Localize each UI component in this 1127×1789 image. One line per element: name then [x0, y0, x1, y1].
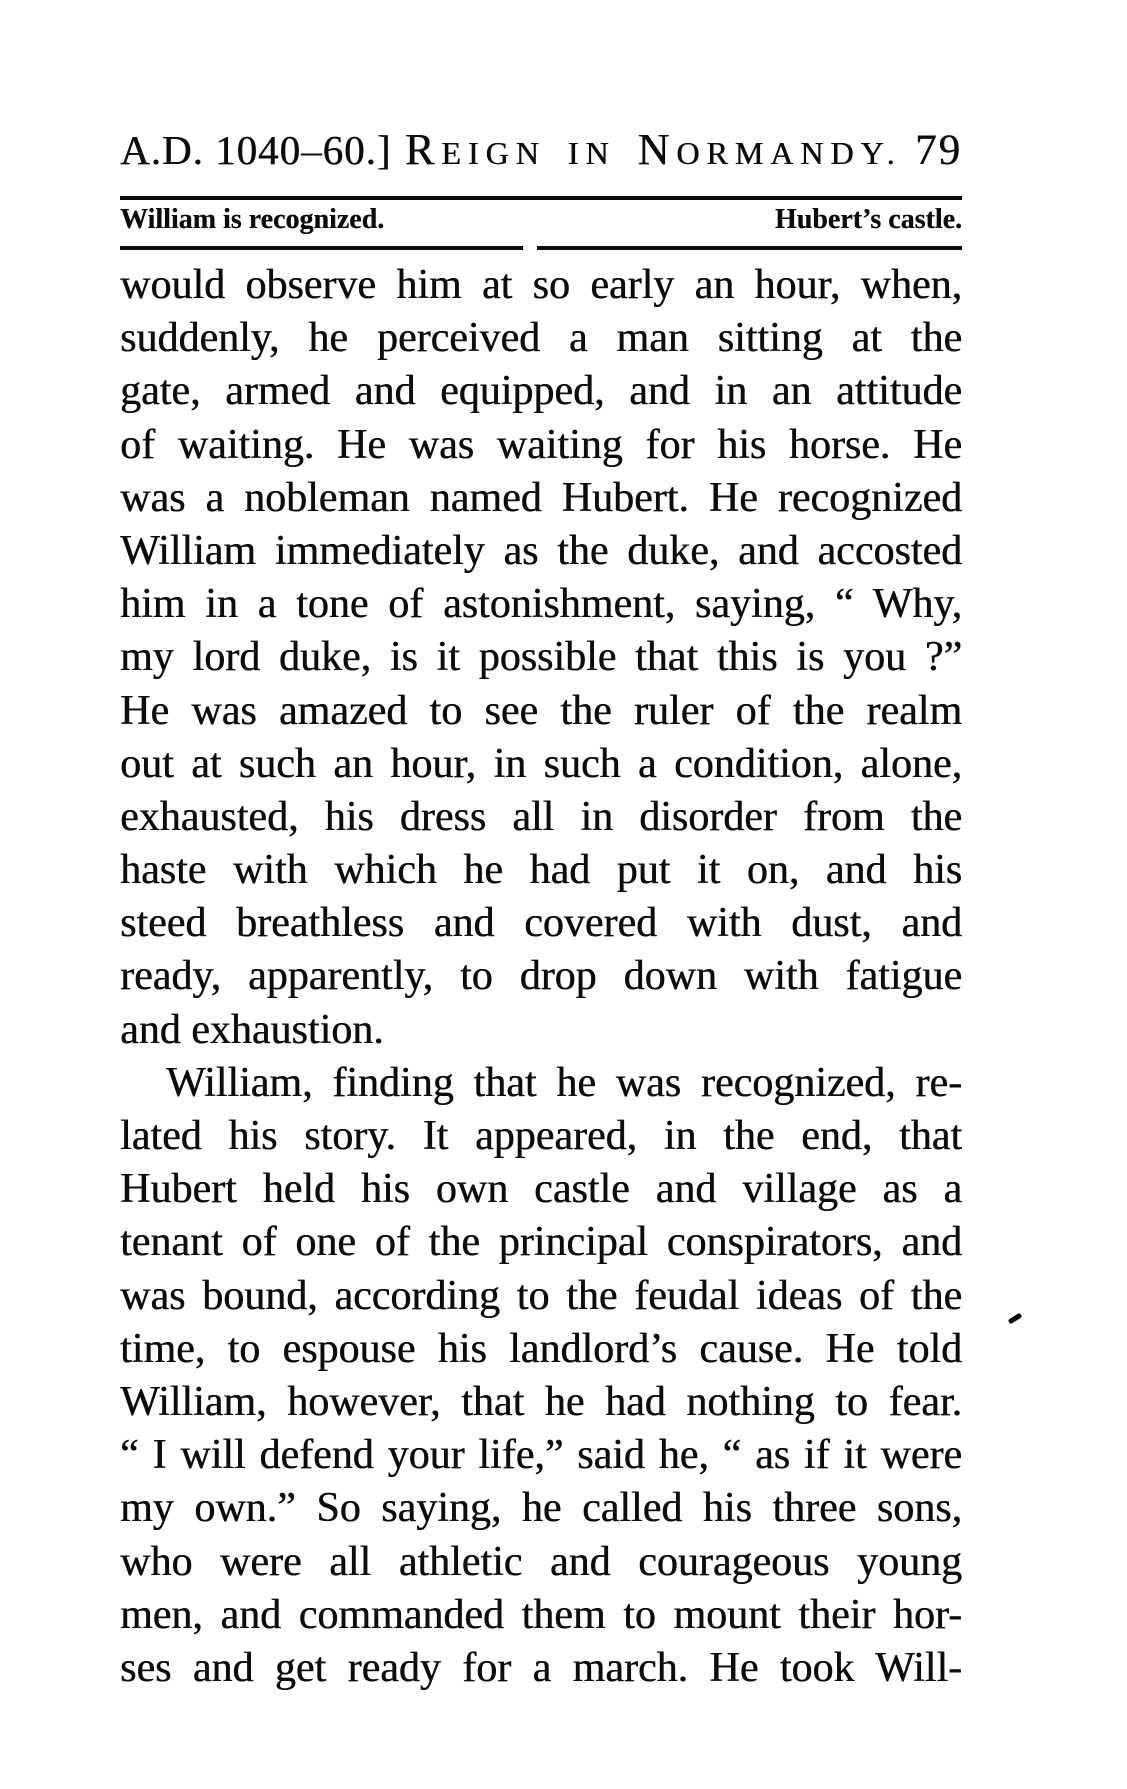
- subheader-left-caption: William is recognized.: [120, 204, 385, 235]
- text-line: lated his story. It appeared, in the end, that: [120, 1113, 962, 1159]
- subheader-rule-right-segment: [537, 246, 962, 250]
- text-line: William immediately as the duke, and accosted: [120, 527, 962, 574]
- section-subheader: [120, 204, 962, 236]
- title-smallcaps-ormandy: ORMANDY.: [676, 135, 902, 171]
- title-smallcaps-eign: EIGN: [441, 135, 546, 171]
- text-line: would observe him at so early an hour, when,: [120, 262, 962, 308]
- text-line: was bound, according to the feudal ideas of the: [120, 1272, 962, 1319]
- text-line: steed breathless and covered with dust, and: [120, 900, 962, 947]
- text-line: exhausted, his dress all in disorder from the: [120, 793, 962, 840]
- title-word-in: IN: [567, 135, 616, 171]
- header-rule: [120, 196, 962, 200]
- text-line: my lord duke, is it possible that this is you ?”: [120, 634, 962, 681]
- text-line: was a nobleman named Hubert. He recognized: [120, 474, 962, 521]
- text-line: and exhaustion.: [120, 1006, 384, 1053]
- page-number: 79: [915, 127, 962, 174]
- running-head-date-range: A.D. 1040–60.]: [120, 127, 392, 173]
- running-head-title: [391, 124, 915, 175]
- body-text: [120, 259, 962, 1695]
- text-line: gate, armed and equipped, and in an attitude: [120, 368, 962, 415]
- text-line: my own.” So saying, he called his three sons,: [120, 1485, 962, 1532]
- text-line: out at such an hour, in such a condition, alone,: [120, 740, 962, 787]
- text-line: William, finding that he was recognized, re-: [166, 1059, 962, 1106]
- text-line: ready, apparently, to drop down with fatigue: [120, 953, 962, 1000]
- text-line: Hubert held his own castle and village as a: [120, 1166, 962, 1213]
- text-line: He was amazed to see the ruler of the realm: [120, 687, 962, 734]
- text-line: William, however, that he had nothing to fear.: [120, 1378, 962, 1425]
- title-initial-r: R: [404, 125, 442, 174]
- text-line: suddenly, he perceived a man sitting at the: [120, 315, 962, 362]
- margin-mark-artifact: [1008, 1313, 1023, 1325]
- text-line: of waiting. He was waiting for his horse. He: [120, 421, 962, 468]
- running-head: [120, 124, 962, 175]
- text-line: “ I will defend your life,” said he, “ as if it were: [120, 1432, 962, 1479]
- text-line: haste with which he had put it on, and his: [120, 847, 962, 894]
- text-line: him in a tone of astonishment, saying, “ Why,: [120, 581, 962, 628]
- subheader-right-caption: Hubert’s castle.: [774, 204, 962, 235]
- text-line: tenant of one of the principal conspirators, and: [120, 1219, 962, 1266]
- text-line: who were all athletic and courageous young: [120, 1538, 962, 1585]
- title-initial-n: N: [637, 125, 677, 174]
- text-line: men, and commanded them to mount their hor-: [120, 1591, 962, 1638]
- subheader-rule-left-segment: [120, 246, 523, 250]
- text-line: time, to espouse his landlord’s cause. He told: [120, 1325, 962, 1372]
- text-line: ses and get ready for a march. He took Will-: [120, 1644, 962, 1691]
